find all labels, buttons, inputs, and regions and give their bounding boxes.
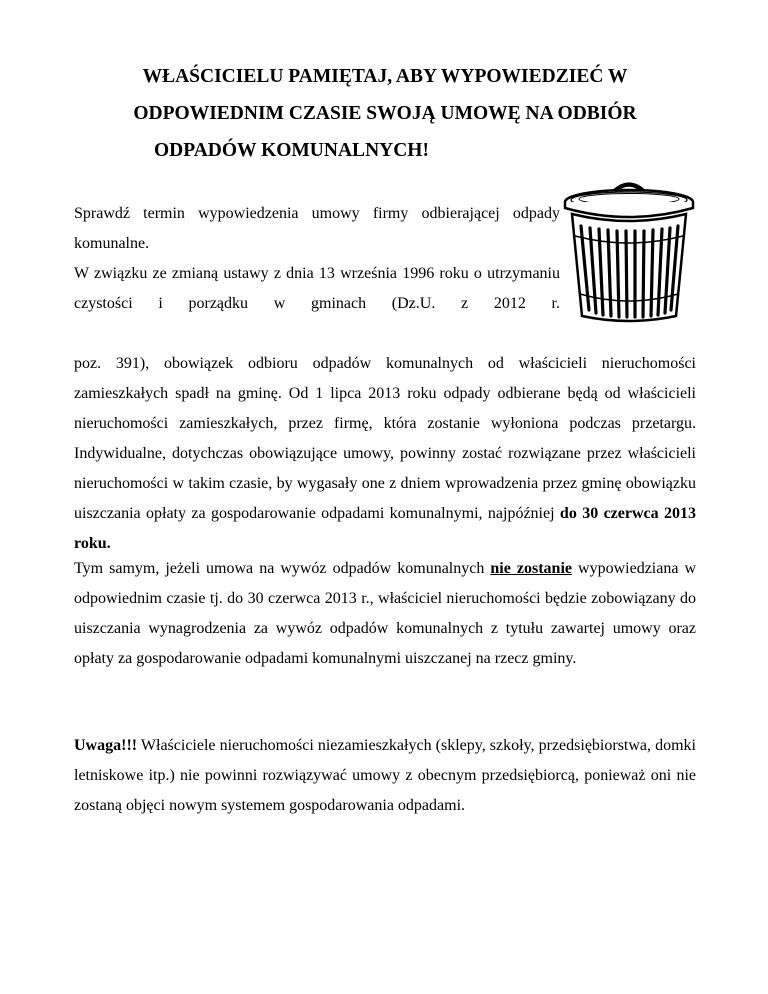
- title-line-2: ODPOWIEDNIM CZASIE SWOJĄ UMOWĘ NA ODBIÓR: [133, 103, 637, 124]
- paragraph-law-change-intro: W związku ze zmianą ustawy z dnia 13 września 1996 roku o utrzymaniu czystości i porządku w gminach (Dz.U. z 2012 r.: [74, 265, 560, 312]
- paragraph-law-change: [74, 259, 696, 559]
- title-line-3: ODPADÓW KOMUNALNYCH!: [154, 140, 429, 161]
- paragraph-consequences-end: wypowiedziana w odpowiednim czasie tj. do 30 czerwca 2013 r., właściciel nieruchomości będzie zobowiązany do uiszczania wynagrodzenia za wywóz odpadów komunalnych z tytułu zawartej umowy oraz opłaty za gospodarowanie odpadami komunalnymi uiszczanej na rzecz gminy.: [74, 560, 697, 667]
- not-terminated-emphasis: nie zostanie: [490, 560, 572, 577]
- paragraph-law-change-body: poz. 391), obowiązek odbioru odpadów komunalnych od właścicieli nieruchomości zamieszkałych spadł na gminę. Od 1 lipca 2013 roku odpady odbierane będą od właścicieli nieruchomości zamieszkałych, przez firmę, która zostanie wyłoniona podczas przetargu. Indywidualne, dotychczas obowiązujące umowy, powinny zostać rozwiązane przez właścicieli nieruchomości w takim czasie, by wygasały one z dniem wprowadzenia przez gminę obowiązku uiszczania opłaty za gospodarowanie odpadami komunalnymi, najpóźniej: [74, 355, 696, 522]
- deadline-emphasis: do 30 czerwca 2013 roku.: [74, 505, 697, 552]
- page-title: [74, 58, 696, 169]
- paragraph-consequences-start: Tym samym, jeżeli umowa na wywóz odpadów komunalnych: [74, 560, 485, 577]
- paragraph-warning: [74, 731, 696, 821]
- paragraph-check-deadline: Sprawdź termin wypowiedzenia umowy firmy odbierającej odpady komunalne.: [74, 205, 560, 252]
- warning-text: Właściciele nieruchomości niezamieszkałych (sklepy, szkoły, przedsiębiorstwa, domki letniskowe itp.) nie powinni rozwiązywać umowy z obecnym przedsiębiorcą, ponieważ oni nie zostaną objęci nowym systemem gospodarowania odpadami.: [74, 737, 696, 814]
- title-line-1: WŁAŚCICIELU PAMIĘTAJ, ABY WYPOWIEDZIEĆ W: [142, 66, 628, 87]
- paragraph-consequences: [74, 554, 696, 674]
- warning-label: Uwaga!!!: [74, 737, 138, 754]
